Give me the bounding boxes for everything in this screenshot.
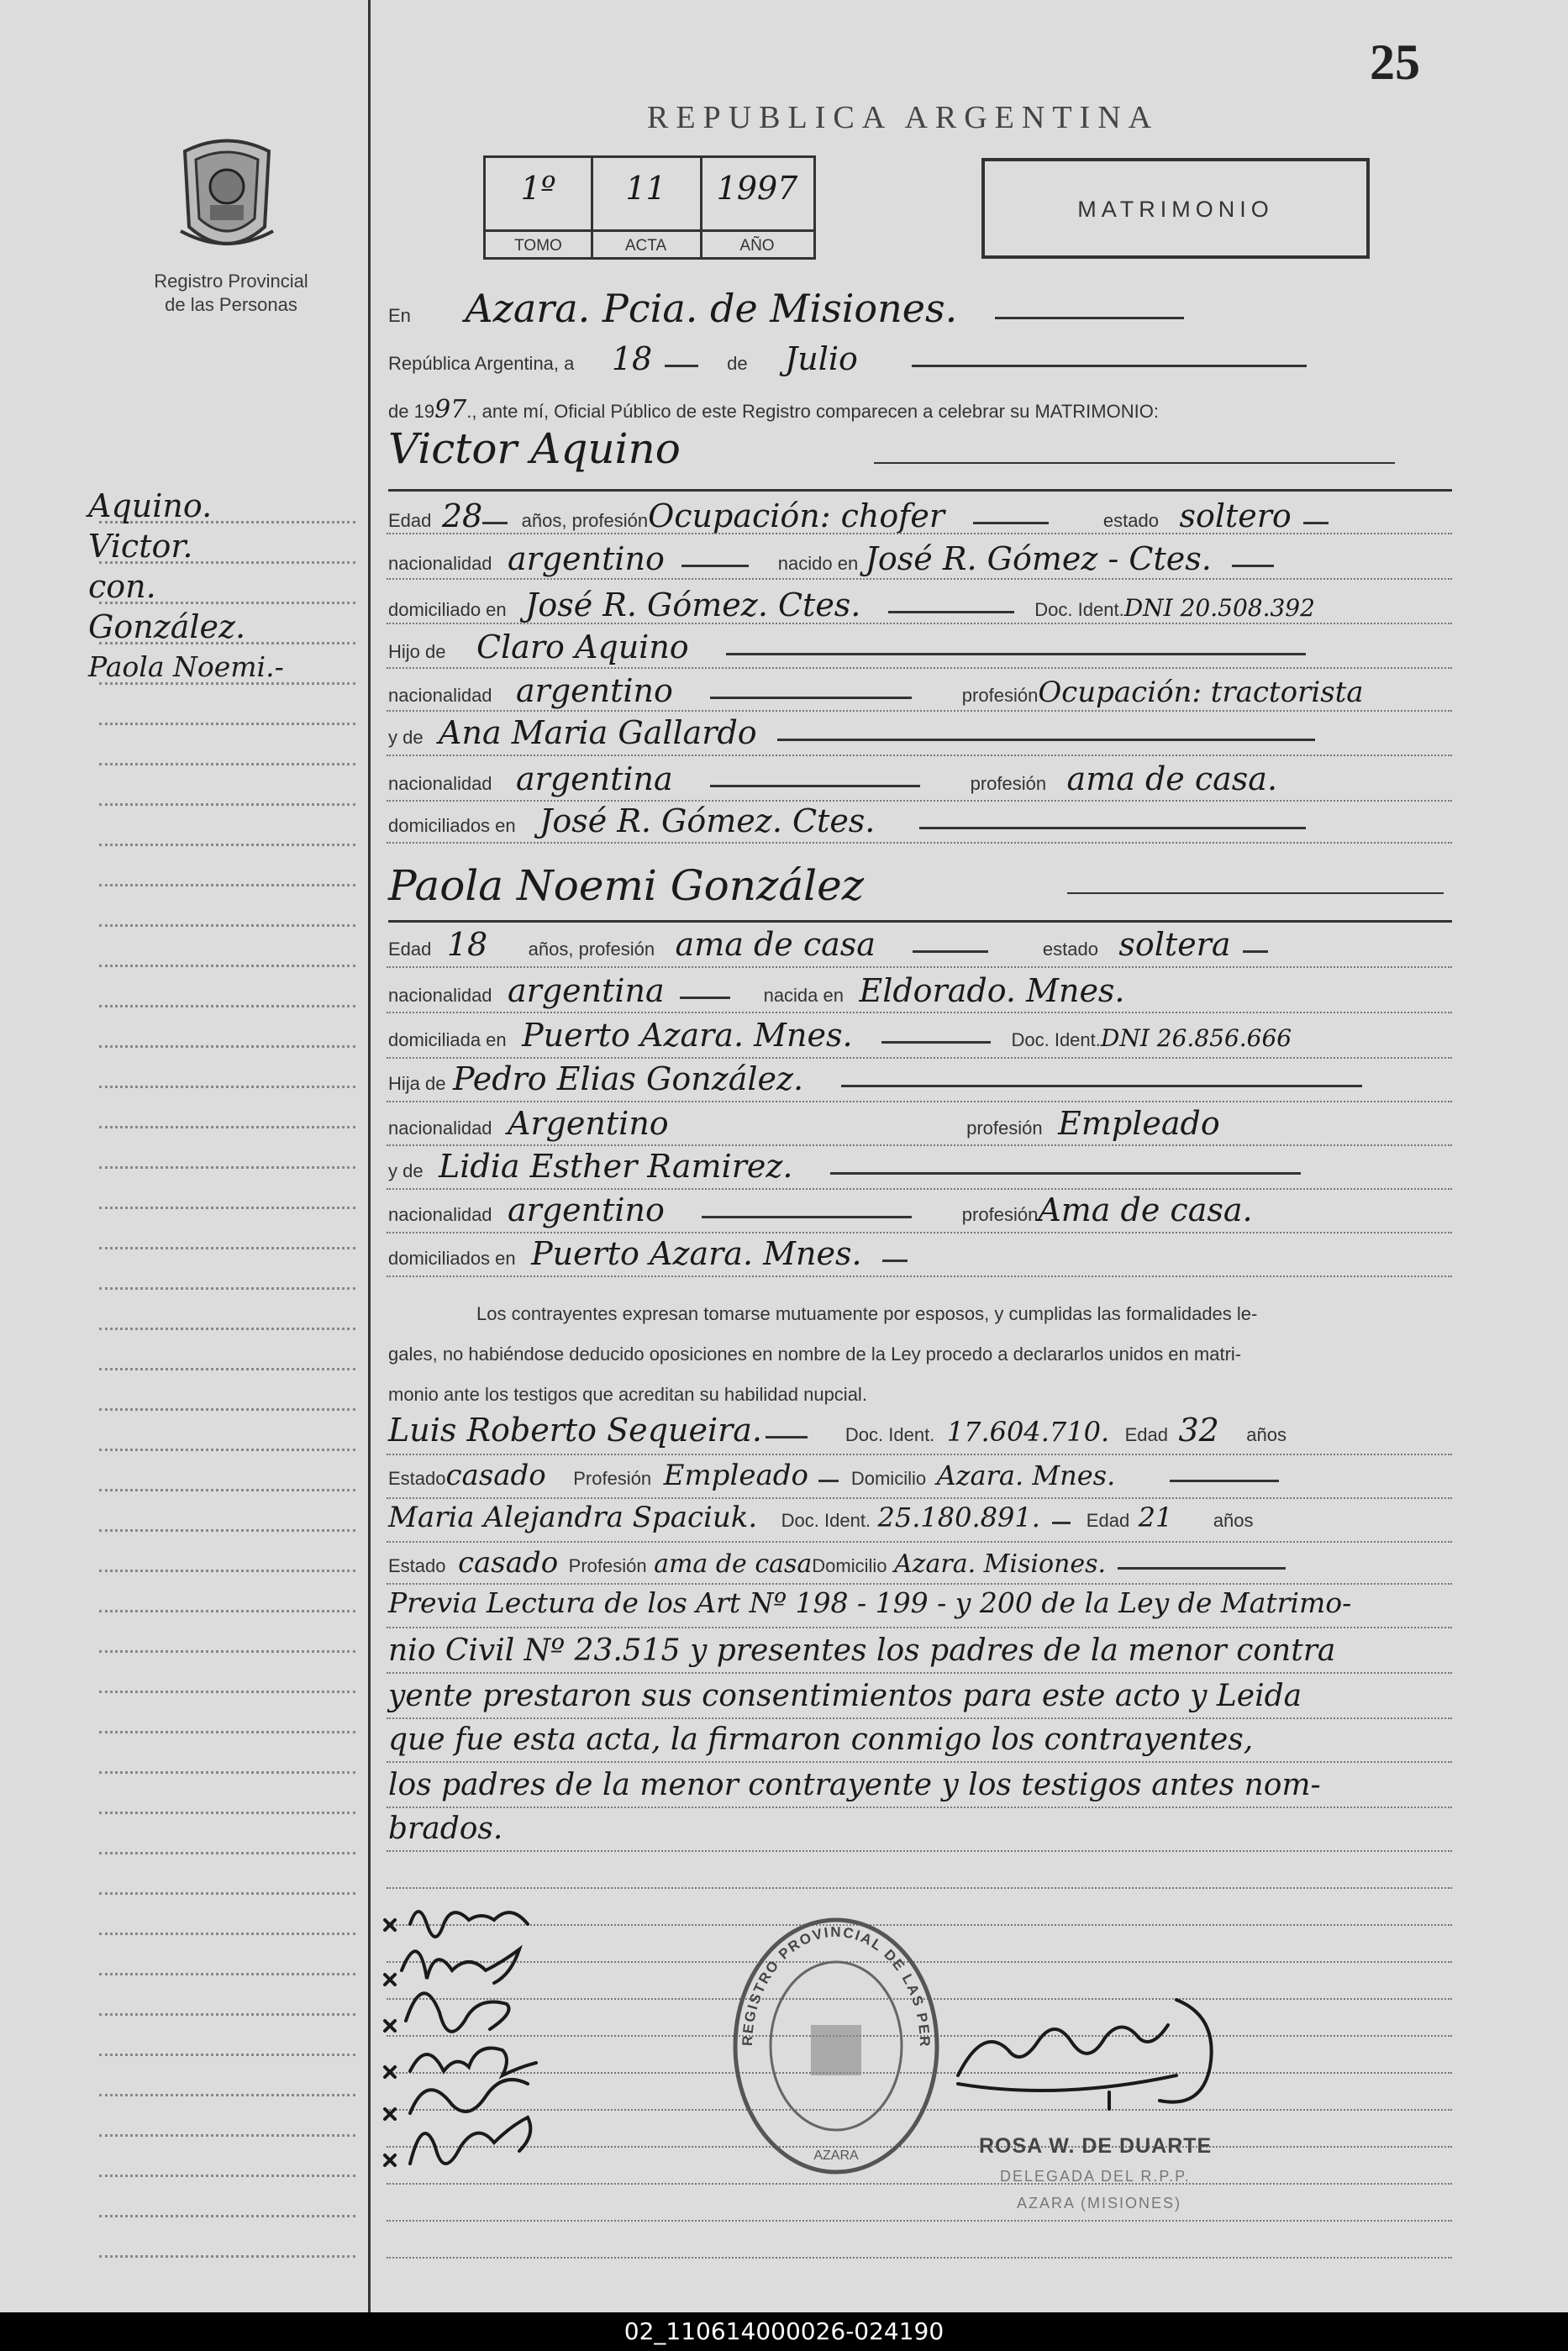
witness2-details-row: Estado casado Profesión ama de casaDomicilio Azara. Misiones.	[388, 1546, 1286, 1580]
nacido-label: nacido en	[777, 553, 859, 574]
groom-address: José R. Gómez. Ctes.	[525, 586, 861, 623]
de-label: de	[727, 353, 748, 374]
witness-doc-label: Doc. Ident.	[845, 1424, 935, 1445]
groom-nationality: argentino	[508, 540, 665, 577]
bride-parents-address-row: domiciliados en Puerto Azara. Mnes.	[388, 1235, 908, 1272]
witness2-address: Azara. Misiones.	[894, 1549, 1107, 1579]
registry-name-line1: Registro Provincial	[154, 271, 308, 292]
registry-seal-emblem	[172, 134, 282, 260]
place-value: Azara. Pcia. de Misiones.	[465, 286, 958, 331]
country-heading: REPUBLICA ARGENTINA	[647, 100, 1160, 135]
page-number: 25	[1370, 34, 1420, 90]
formal-statement	[388, 1294, 1452, 1415]
bride-birthplace: Eldorado. Mnes.	[859, 972, 1125, 1009]
bride-profession: ama de casa	[675, 926, 876, 963]
bride-address-row: domiciliada en Puerto Azara. Mnes. Doc. Ident.DNI 26.856.666	[388, 1017, 1292, 1054]
en-label: En	[388, 305, 411, 326]
groom-father-nationality-row: nacionalidad argentino profesiónOcupación: tractorista	[388, 672, 1364, 709]
declaration-row	[388, 395, 1159, 424]
margin-note-line: Aquino.	[88, 487, 213, 524]
acta-label: ACTA	[624, 237, 667, 255]
groom-mother-row	[388, 714, 1315, 751]
note-line: que fue esta acta, la firmaron conmigo los contrayentes,	[388, 1722, 1254, 1757]
tomo-value: 1º	[520, 170, 556, 207]
official-title: DELEGADA DEL R.P.P.	[1000, 2168, 1191, 2185]
y-de-label: y de	[388, 727, 424, 748]
bride-mother-nationality: argentino	[508, 1191, 665, 1228]
ano-label: AÑO	[739, 237, 775, 255]
bride-status: soltera	[1118, 926, 1231, 963]
bride-father-nationality: Argentino	[508, 1105, 669, 1142]
groom-parents-address: José R. Gómez. Ctes.	[539, 802, 876, 839]
witness1-doc: 17.604.710.	[946, 1416, 1110, 1448]
groom-status: soltero	[1179, 497, 1292, 534]
declaration-text: ., ante mí, Oficial Público de este Registro comparecen a celebrar su MATRIMONIO:	[466, 401, 1159, 422]
groom-mother-nationality-row: nacionalidad argentina profesión ama de casa.	[388, 760, 1278, 797]
groom-mother: Ana Maria Gallardo	[439, 714, 757, 751]
margin-note-line: Paola Noemi.-	[88, 650, 284, 683]
official-name: ROSA W. DE DUARTE	[979, 2134, 1213, 2158]
formal-line: Los contrayentes expresan tomarse mutuamente por esposos, y cumplidas las formalidades le-	[476, 1303, 1258, 1324]
official-place: AZARA (MISIONES)	[1017, 2195, 1182, 2212]
nacionalidad-label: nacionalidad	[388, 553, 492, 574]
groom-mother-nationality: argentina	[516, 760, 673, 797]
official-seal	[718, 1907, 954, 2185]
bride-father-profession: Empleado	[1058, 1105, 1220, 1142]
doc-label: Doc. Ident.	[1034, 599, 1124, 620]
acta-value: 11	[625, 170, 666, 207]
section-divider	[388, 920, 1452, 923]
witness1-age: 32	[1178, 1412, 1219, 1449]
bride-mother-row: y de Lidia Esther Ramirez.	[388, 1148, 1301, 1185]
tomo-label: TOMO	[514, 237, 562, 255]
footer-code: 02_110614000026-024190	[624, 2317, 944, 2345]
groom-father-row	[388, 629, 1306, 665]
republica-label: República Argentina, a	[388, 353, 575, 374]
note-line: brados.	[388, 1812, 503, 1846]
bride-parents-address: Puerto Azara. Mnes.	[531, 1235, 862, 1272]
hijo-label: Hijo de	[388, 641, 446, 662]
domiciliada-label: domiciliada en	[388, 1029, 507, 1050]
bride-nationality: argentina	[508, 972, 665, 1009]
witness-domicilio-label: Domicilio	[850, 1468, 927, 1489]
ano-value: 1997	[716, 170, 798, 207]
hija-label: Hija de	[388, 1073, 446, 1094]
section-divider	[388, 489, 1452, 492]
witness1-address: Azara. Mnes.	[936, 1460, 1116, 1491]
year-suffix-value: 97	[434, 395, 467, 424]
groom-mother-profession: ama de casa.	[1066, 760, 1278, 797]
margin-note-line: Victor.	[88, 528, 193, 565]
margin-note-line: González.	[88, 608, 246, 645]
note-line: los padres de la menor contrayente y los testigos antes nom-	[388, 1768, 1321, 1802]
official-signature	[941, 1975, 1260, 2126]
groom-parents-address-row	[388, 802, 1306, 839]
party-signatures	[376, 1895, 645, 2189]
bride-mother: Lidia Esther Ramirez.	[439, 1148, 793, 1185]
witness-anos-label: años	[1246, 1424, 1286, 1445]
bride-father-row	[388, 1060, 1362, 1097]
witness-profesion-label: Profesión	[573, 1468, 652, 1489]
domicilio-label: domiciliado en	[388, 599, 507, 620]
note-line: nio Civil Nº 23.515 y presentes los padres de la menor contra	[388, 1633, 1336, 1668]
registry-name-line2: de las Personas	[165, 294, 297, 315]
witness2-row: Maria Alejandra Spaciuk. Doc. Ident. 25.180.891. Edad 21 años	[388, 1501, 1254, 1534]
groom-address-row	[388, 586, 1315, 623]
groom-birthplace: José R. Gómez - Ctes.	[865, 540, 1212, 577]
witness2-status: casado	[457, 1546, 559, 1580]
groom-doc: DNI 20.508.392	[1123, 594, 1315, 622]
bride-age-row: Edad 18 años, profesión ama de casa estado soltera	[388, 926, 1268, 963]
day-value: 18	[611, 340, 653, 377]
groom-nationality-row	[388, 540, 1274, 577]
witness1-status: casado	[445, 1459, 546, 1492]
groom-father-nationality: argentino	[516, 672, 673, 709]
bride-mother-nationality-row: nacionalidad argentino profesiónAma de casa.	[388, 1191, 1253, 1228]
margin-note-line: con.	[88, 568, 156, 605]
place-row	[388, 286, 1184, 331]
date-row	[388, 340, 1307, 377]
left-border-line	[368, 0, 371, 2312]
witness1-details-row	[388, 1459, 1279, 1492]
formal-line: monio ante los testigos que acreditan su habilidad nupcial.	[388, 1384, 867, 1405]
witness1-name: Luis Roberto Sequeira.	[388, 1412, 762, 1449]
witness2-profession: ama de casa	[654, 1549, 813, 1579]
record-number-box	[483, 155, 816, 260]
note-line: yente prestaron sus consentimientos para este acto y Leida	[388, 1679, 1302, 1713]
parents-address-label: domiciliados en	[388, 815, 516, 836]
bride-mother-profession: Ama de casa.	[1038, 1191, 1253, 1228]
seal-text: REGISTRO PROVINCIAL DE LAS PER	[739, 1923, 934, 2049]
witness2-doc: 25.180.891.	[877, 1502, 1040, 1533]
record-type-box	[981, 158, 1370, 259]
bride-age: 18	[446, 926, 488, 963]
record-type: MATRIMONIO	[1077, 197, 1274, 222]
groom-father-profession: Ocupación: tractorista	[1038, 676, 1364, 709]
bride-doc: DNI 26.856.666	[1100, 1024, 1292, 1052]
edad-label: Edad	[388, 510, 432, 531]
formal-line: gales, no habiéndose deducido oposiciones en nombre de la Ley procedo a declararlos unidos en matri-	[388, 1344, 1242, 1365]
note-line: Previa Lectura de los Art Nº 198 - 199 - y 200 de la Ley de Matrimo-	[388, 1586, 1352, 1619]
month-value: Julio	[785, 340, 858, 377]
witness-estado-label: Estado	[388, 1468, 446, 1489]
witness1-profession: Empleado	[663, 1459, 808, 1492]
witness-edad-label: Edad	[1124, 1424, 1168, 1445]
witness2-name: Maria Alejandra Spaciuk.	[388, 1501, 758, 1534]
bride-father: Pedro Elias González.	[452, 1060, 804, 1097]
bride-address: Puerto Azara. Mnes.	[522, 1017, 853, 1054]
groom-age-row	[388, 497, 1329, 534]
profesion-label: años, profesión	[521, 510, 649, 531]
estado-label: estado	[1102, 510, 1159, 531]
bride-nationality-row: nacionalidad argentina nacida en Eldorado. Mnes.	[388, 972, 1125, 1009]
year-prefix-label: de 19	[388, 401, 435, 422]
seal-bottom-text: AZARA	[813, 2149, 859, 2163]
groom-name: Victor Aquino	[388, 424, 681, 473]
bride-father-nationality-row: nacionalidad Argentino profesión Empleado	[388, 1105, 1220, 1142]
margin-note	[88, 486, 284, 687]
groom-profession: Ocupación: chofer	[648, 497, 945, 534]
nacida-label: nacida en	[763, 985, 844, 1006]
bride-name: Paola Noemi González	[388, 861, 865, 910]
groom-father: Claro Aquino	[476, 629, 689, 665]
witness1-row	[388, 1412, 1286, 1449]
groom-age: 28	[441, 497, 483, 534]
witness2-age: 21	[1138, 1502, 1173, 1533]
